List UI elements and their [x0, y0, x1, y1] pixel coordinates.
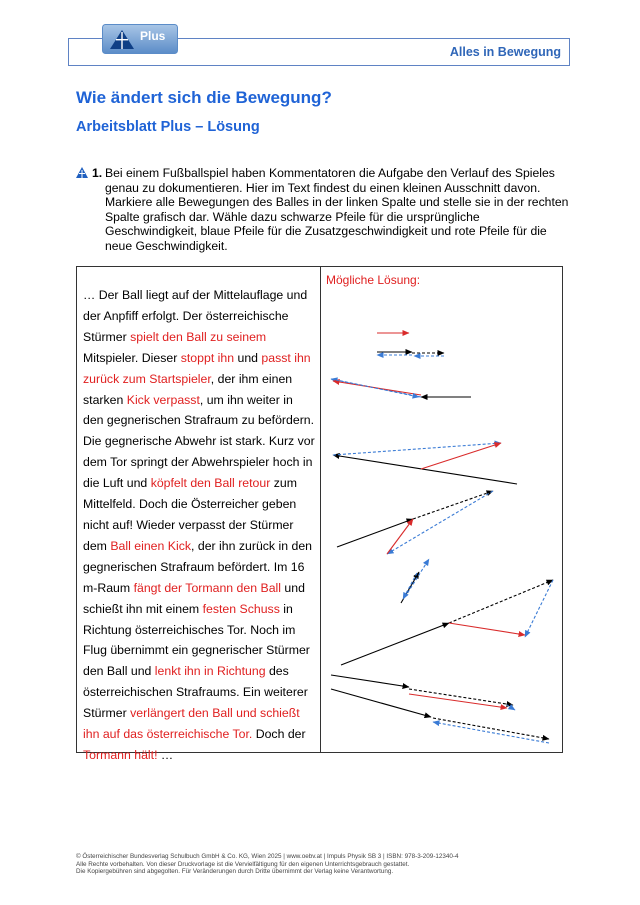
story-segment: und	[234, 350, 262, 365]
arrow-black-8b	[449, 580, 553, 623]
page-title: Wie ändert sich die Bewegung?	[76, 88, 332, 107]
arrow-red-5	[421, 443, 501, 469]
vector-arrows	[321, 267, 563, 754]
story-segment: , der ihn zurück in den gegnerischen Strafraum befördert. Im 16 m-Raum	[83, 538, 313, 595]
story-highlight: Kick verpasst	[126, 392, 200, 407]
arrow-red-8	[449, 623, 525, 635]
arrow-black-8	[341, 623, 449, 665]
arrow-black-10b	[433, 718, 549, 739]
story-segment: … Der Ball liegt auf der Mittelauflage und der Anpfiff erfolgt. Der österreichische Stürmer	[83, 288, 308, 344]
plus-logo	[102, 24, 178, 54]
triangle-icon	[76, 167, 88, 178]
story-segment: in Richtung österreichisches Tor. Noch im Flug übernimmt ein gegnerischer Stürmer den Ball und	[83, 601, 310, 679]
footer-line-2: Alle Rechte vorbehalten. Von dieser Druckvorlage ist die Vervielfältigung für den eigenen Unterrichtsgebrauch gestattet.	[76, 860, 410, 868]
story-segment: Doch der	[252, 727, 306, 742]
arrow-blue-5	[333, 443, 501, 455]
task-1	[76, 166, 576, 254]
arrow-blue-9	[507, 705, 515, 710]
story-highlight: festen Schuss	[202, 601, 280, 616]
arrow-red-9	[409, 694, 507, 708]
arrow-blue-8	[525, 580, 553, 637]
footer-line-1: © Österreichischer Bundesverlag Schulbuch GmbH & Co. KG, Wien 2025 | www.oebv.at | Impuls Physik SB 3 | ISBN: 978-3-209-12340-4	[76, 853, 459, 860]
story-highlight: lenkt ihn in Richtung	[154, 664, 266, 679]
arrow-black-9b	[409, 689, 513, 705]
story-segment: und schießt ihn mit einem	[83, 580, 305, 616]
arrow-blue-7	[403, 573, 417, 599]
logo-text: Plus	[140, 29, 166, 43]
footer-line-3: Die Kopiergebühren sind abgegolten. Für Veränderungen durch Dritte übernimmt der Verlag keine Verantwortung.	[76, 868, 394, 876]
page-subtitle: Arbeitsblatt Plus – Lösung	[76, 119, 260, 135]
story-segment: , der ihm einen starken	[83, 371, 293, 407]
story-highlight: verlängert den Ball und schießt ihn auf das österreichische Tor.	[83, 706, 300, 742]
story-highlight: Tormann hält!	[83, 747, 158, 762]
arrow-black-6	[337, 519, 413, 547]
story-highlight: fängt der Tormann den Ball	[133, 580, 281, 595]
story-segment: des österreichischen Strafraums. Ein weiterer Stürmer	[83, 664, 308, 721]
story-segment: Mitspieler. Dieser	[83, 350, 181, 365]
story-segment: …	[157, 747, 174, 762]
story-highlight: köpfelt den Ball retour	[150, 476, 271, 491]
task-text: Bei einem Fußballspiel haben Kommentatoren die Aufgabe den Verlauf des Spieles genau zu dokumentieren. Hier im Text findest du einen kleinen Ausschnitt davon. Markiere alle Bewegungen des Balles in der linken Spalte und stelle sie in der rechten Spalte grafisch dar. Wähle dazu schwarze Pfeile für die ursprüngliche Geschwindigkeit, blaue Pfeile für die Zusatzgeschwindigkeit und rote Pfeile für die neue Geschwindigkeit.	[105, 166, 569, 253]
arrow-blue-7b	[405, 559, 429, 597]
story-highlight: passt ihn zurück zum Startspieler	[83, 350, 311, 386]
footer	[76, 853, 576, 876]
story-segment: , um ihn weiter in den gegnerischen Strafraum zu befördern. Die gegnerische Abwehr ist stark. Kurz vor dem Tor springt der Abwehrspieler hoch in die Luft und	[83, 392, 315, 491]
solution-table	[76, 266, 563, 762]
task-number: 1.	[92, 166, 103, 180]
story-highlight: spielt den Ball zu seinem	[130, 329, 267, 344]
arrow-black-7	[401, 572, 419, 603]
arrow-blue-10	[433, 722, 549, 743]
solution-label: Mögliche Lösung:	[326, 273, 421, 287]
story-segment: zum Mittelfeld. Doch die Österreicher geben nicht auf! Wieder verpasst der Stürmer dem	[83, 476, 297, 553]
arrow-black-9	[331, 675, 409, 687]
arrow-black-5	[333, 455, 517, 484]
story-highlight: Ball einen Kick	[110, 538, 192, 553]
story-highlight: stoppt ihn	[180, 350, 235, 365]
story-text	[83, 285, 315, 766]
header-title: Alles in Bewegung	[449, 45, 561, 59]
arrow-black-10	[331, 689, 431, 717]
